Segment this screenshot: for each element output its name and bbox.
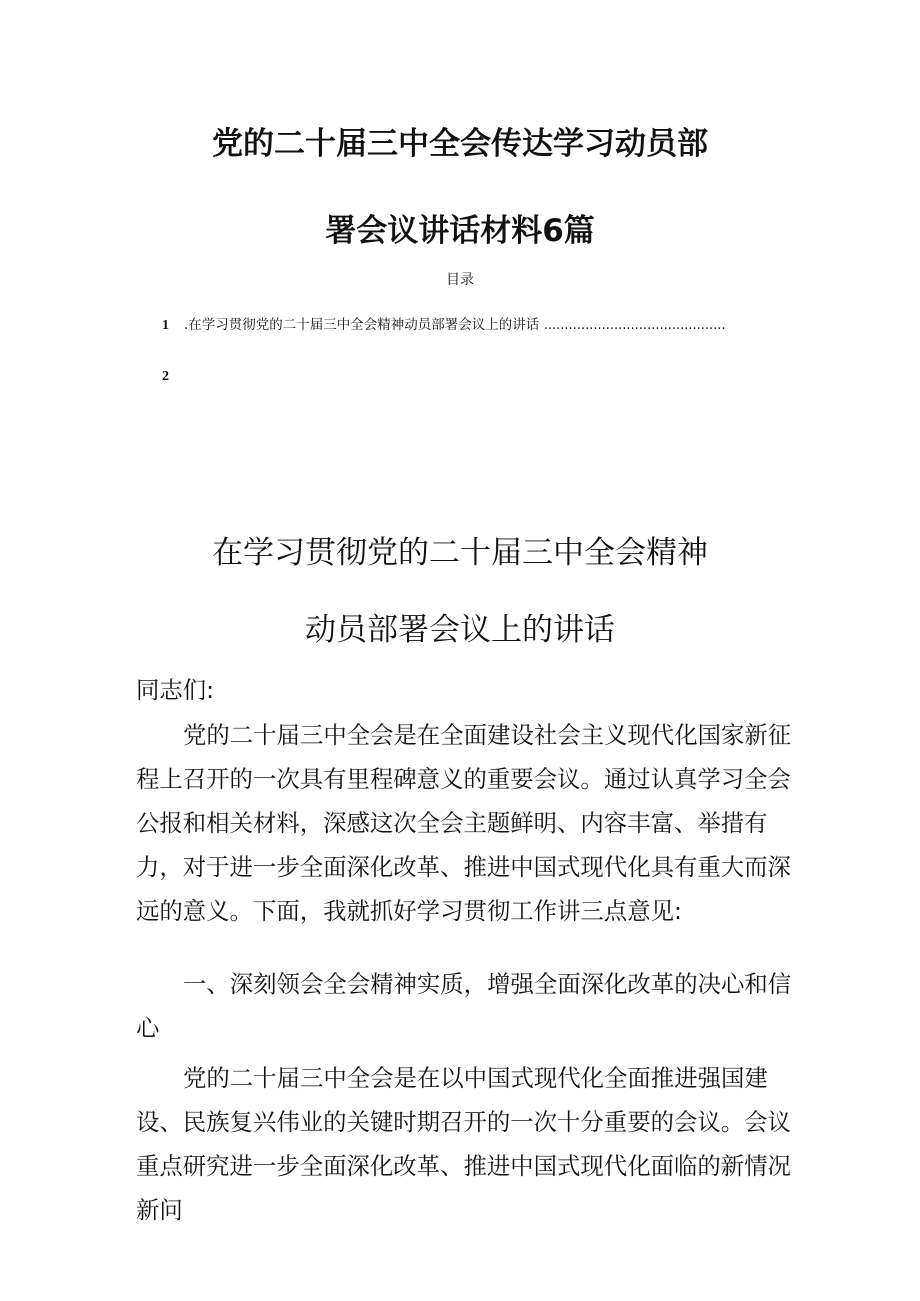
section-heading-1: 一、深刻领会全会精神实质，增强全面深化改革的决心和信心 <box>136 970 792 1042</box>
toc-entry-number: 1 <box>162 318 169 333</box>
document-title-line-2: 署会议讲话材料6篇 <box>325 213 595 249</box>
speech-title-line-2: 动员部署会议上的讲话 <box>305 612 615 648</box>
toc-entry-2[interactable] <box>162 368 762 385</box>
toc-entry-number: 2 <box>162 369 169 384</box>
body-paragraph-1: 党的二十届三中全会是在全面建设社会主义现代化国家新征程上召开的一次具有里程碑意义的重要会议。通过认真学习全会公报和相关材料，深感这次全会主题鲜明、内容丰富、举措有力，对于进一步全面深化改革、推进中国式现代化具有重大而深远的意义。下面，我就抓好学习贯彻工作讲三点意见: <box>136 721 792 925</box>
toc-heading: 目录 <box>446 272 474 288</box>
toc-leader-dots: ............................................ <box>543 318 726 333</box>
salutation: 同志们: <box>136 676 215 704</box>
speech-title-line-1: 在学习贯彻党的二十届三中全会精神 <box>212 535 708 571</box>
document-title-line-1: 党的二十届三中全会传达学习动员部 <box>212 126 708 162</box>
toc-entry-text: .在学习贯彻党的二十届三中全会精神动员部署会议上的讲话 <box>184 317 540 333</box>
body-paragraph-2: 党的二十届三中全会是在以中国式现代化全面推进强国建设、民族复兴伟业的关键时期召开的一次十分重要的会议。会议重点研究进一步全面深化改革、推进中国式现代化面临的新情况新问 <box>136 1064 791 1224</box>
toc-entry-1[interactable] <box>162 313 762 334</box>
